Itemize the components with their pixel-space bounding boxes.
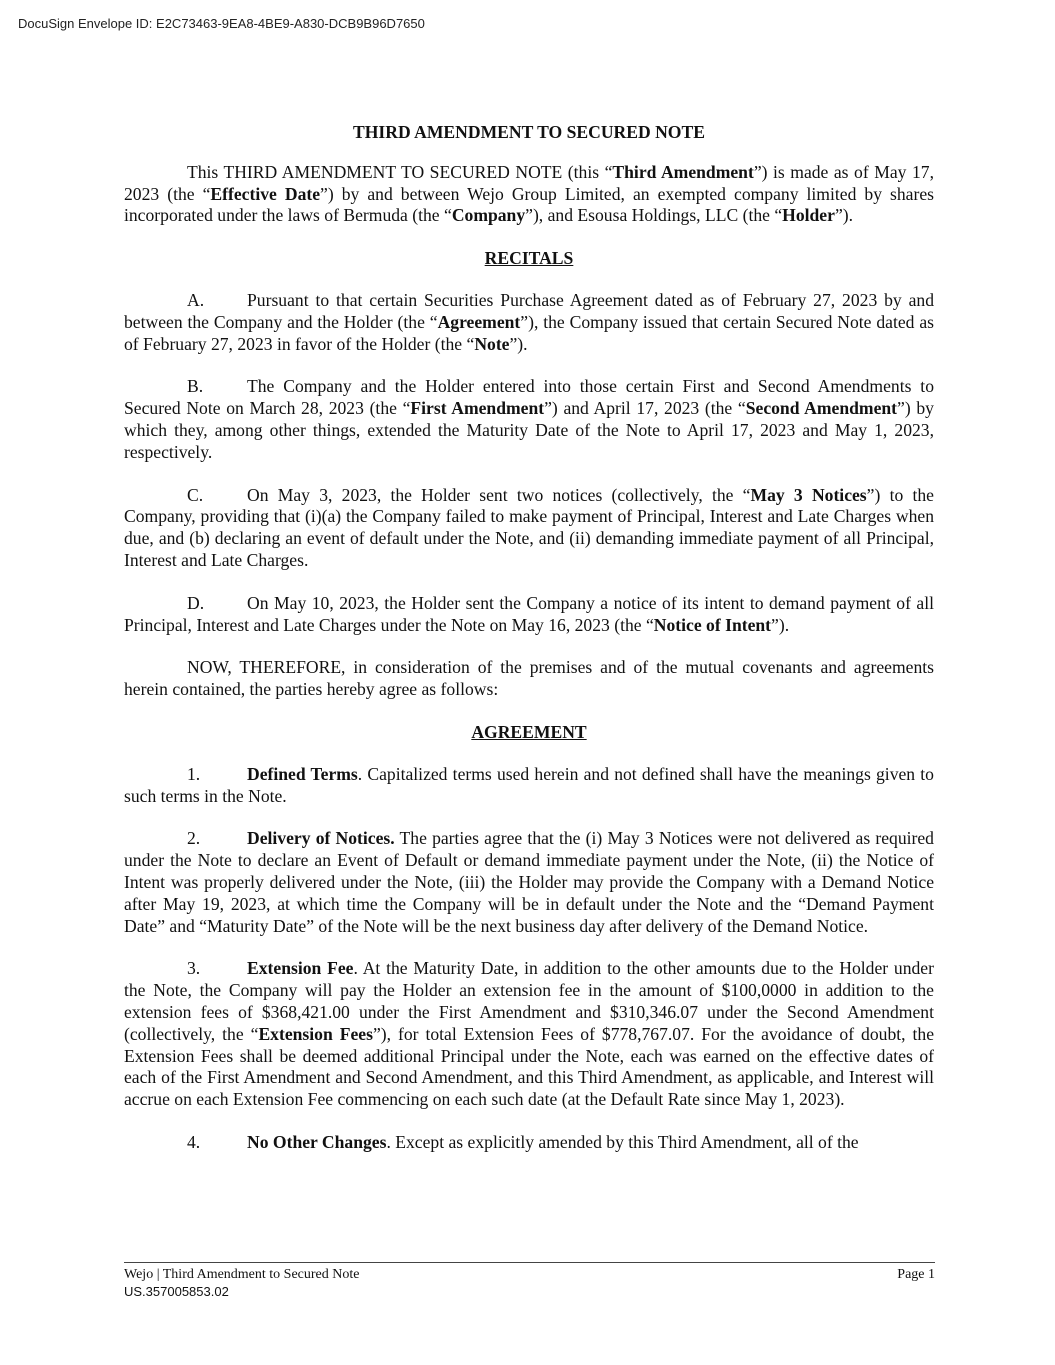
section-2: 2. Delivery of Notices. The parties agree that the (i) May 3 Notices were not delivered as required under the Note to declare an Event of Default or demand immediate payment under the Note, (ii) the Notice of Intent was properly delivered under the Note, (iii) the Holder may provide the Company with a Demand Notice after May 19, 2023, at which time the Company will be in default under the Note and the “Demand Payment Date” and “Maturity Date” of the Note will be the next business day after delivery of the Demand Notice. — [124, 828, 934, 936]
page-footer — [124, 1262, 935, 1300]
page-number: Page 1 — [897, 1267, 935, 1282]
section-1: 1. Defined Terms. Capitalized terms used herein and not defined shall have the meanings given to such terms in the Note. — [124, 763, 934, 806]
agreement-heading: AGREEMENT — [471, 721, 587, 742]
recital-a: A. Pursuant to that certain Securities Purchase Agreement dated as of February 27, 2023 by and between the Company and the Holder (the “Agreement”), the Company issued that certain Secured Note dated as of February 27, 2023 in favor of the Holder (the “Note”). — [124, 289, 934, 354]
now-therefore-paragraph: NOW, THEREFORE, in consideration of the premises and of the mutual covenants and agreements herein contained, the parties hereby agree as follows: — [124, 657, 934, 700]
document-body — [124, 122, 934, 1175]
recital-d: D. On May 10, 2023, the Holder sent the Company a notice of its intent to demand payment of all Principal, Interest and Late Charges under the Note on May 16, 2023 (the “Notice of Intent”). — [124, 592, 934, 635]
footer-doc-id: US.357005853.02 — [124, 1284, 229, 1299]
intro-paragraph: This THIRD AMENDMENT TO SECURED NOTE (this “Third Amendment”) is made as of May 17, 2023 (the “Effective Date”) by and between Wejo Group Limited, an exempted company limited by shares incorporated under the laws of Bermuda (the “Company”), and Esousa Holdings, LLC (the “Holder”). — [124, 161, 934, 226]
recital-c: C. On May 3, 2023, the Holder sent two notices (collectively, the “May 3 Notices”) to the Company, providing that (i)(a) the Company failed to make payment of Principal, Interest and Late Charges when due, and (b) declaring an event of default under the Note, and (ii) demanding immediate payment of all Principal, Interest and Late Charges. — [124, 484, 934, 570]
docusign-envelope-id: DocuSign Envelope ID: E2C73463-9EA8-4BE9-A830-DCB9B96D7650 — [18, 16, 425, 31]
footer-document-label: Wejo | Third Amendment to Secured Note — [124, 1267, 360, 1282]
document-title: THIRD AMENDMENT TO SECURED NOTE — [353, 122, 705, 142]
recitals-heading: RECITALS — [484, 248, 574, 269]
section-3: 3. Extension Fee. At the Maturity Date, in addition to the other amounts due to the Holder under the Note, the Company will pay the Holder an extension fee in the amount of $100,0000 in addition to the extension fees of $368,421.00 under the First Amendment and $310,346.07 under the Second Amendment (collectively, the “Extension Fees”), for total Extension Fees of $778,767.07. For the avoidance of doubt, the Extension Fees shall be deemed additional Principal under the Note, each was earned on the effective dates of each of the First Amendment and Second Amendment, and this Third Amendment, as applicable, and Interest will accrue on each Extension Fee commencing on each such date (at the Default Rate since May 1, 2023). — [124, 958, 935, 1110]
recital-b: B. The Company and the Holder entered into those certain First and Second Amendments to Secured Note on March 28, 2023 (the “First Amendment”) and April 17, 2023 (the “Second Amendment”) by which they, among other things, extended the Maturity Date of the Note to April 17, 2023 and May 1, 2023, respectively. — [124, 376, 934, 462]
section-4: 4. No Other Changes. Except as explicitly amended by this Third Amendment, all of the — [187, 1131, 859, 1152]
